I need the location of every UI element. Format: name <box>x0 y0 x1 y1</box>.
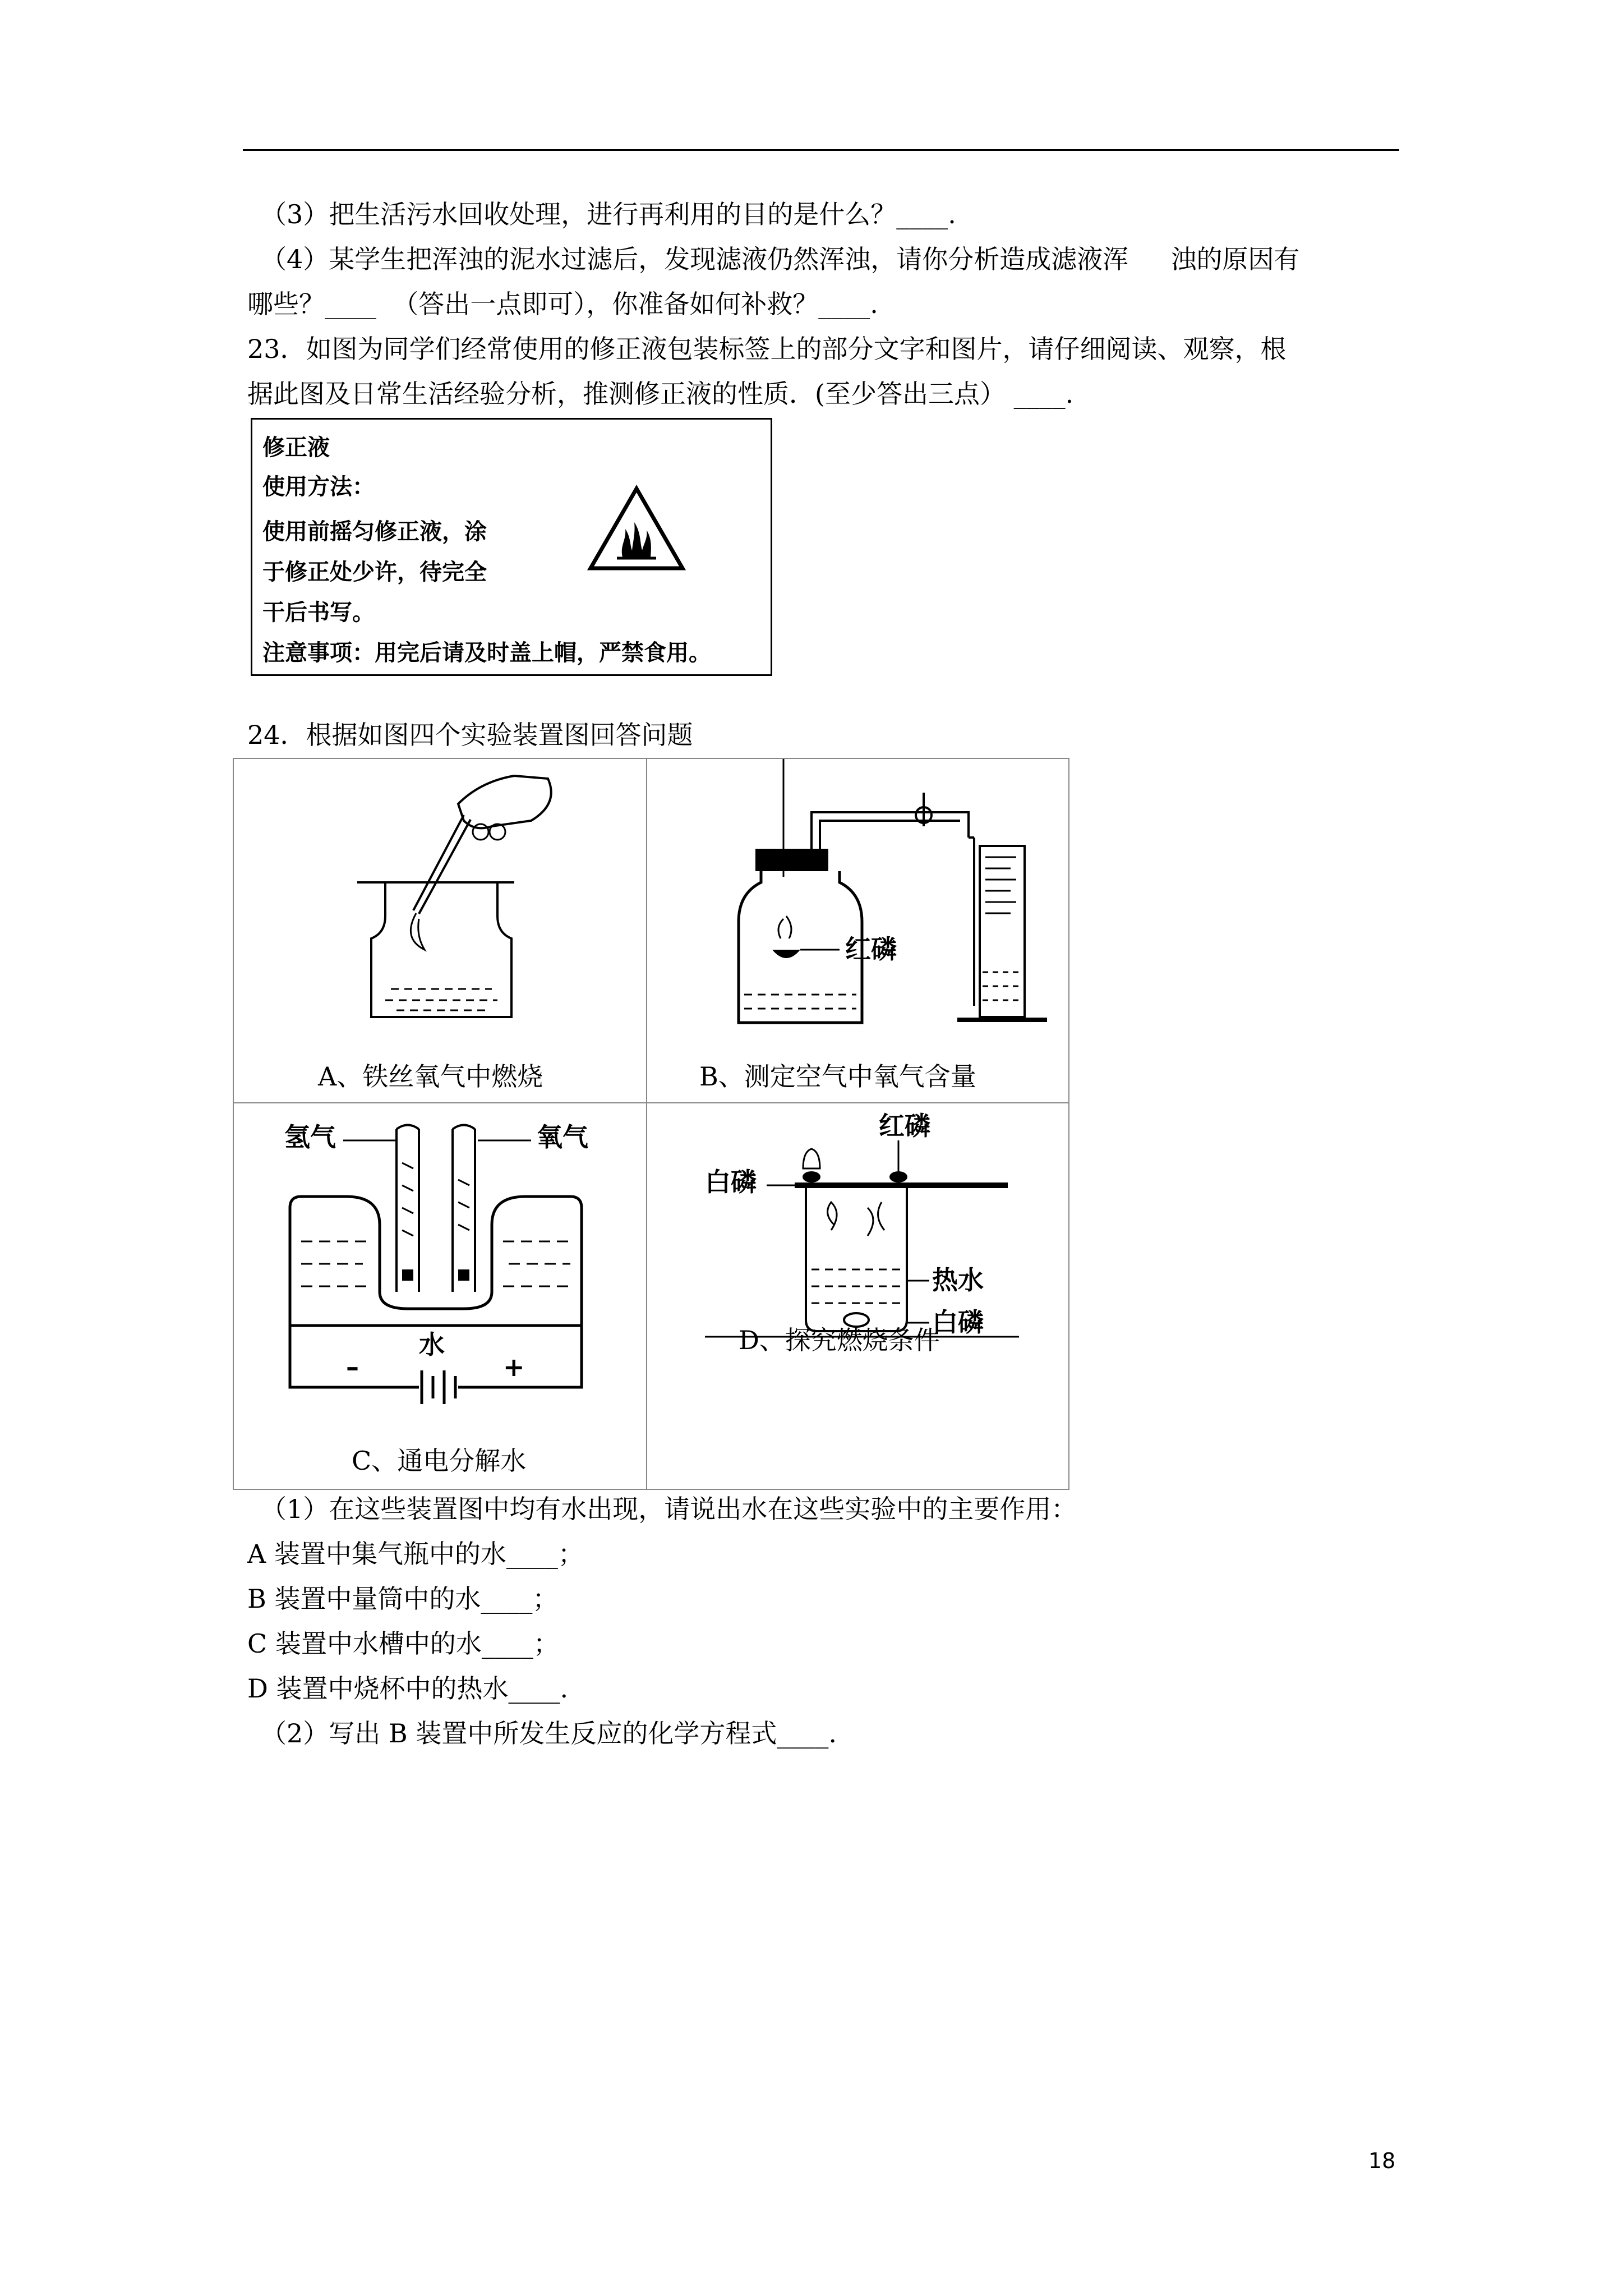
figure-d-combustion <box>705 1107 1041 1348</box>
q24-sub1-intro: （1）在这些装置图中均有水出现，请说出水在这些实验中的主要作用： <box>261 1494 1077 1524</box>
label-oxygen: 氧气 <box>537 1122 588 1152</box>
label-hot-water: 热水 <box>932 1265 984 1295</box>
caption-a: A、铁丝氧气中燃烧 <box>318 1061 543 1092</box>
label-red-phosphorus-d: 红磷 <box>879 1111 930 1141</box>
label-method: 使用方法： <box>262 474 375 500</box>
label-water: 水 <box>419 1329 445 1360</box>
q23-text-line1: 23．如图为同学们经常使用的修正液包装标签上的部分文字和图片，请仔细阅读、观察，根 <box>247 334 1287 364</box>
label-line1: 使用前摇匀修正液，涂 <box>262 519 487 545</box>
label-title: 修正液 <box>262 435 330 461</box>
label-red-phosphorus-b: 红磷 <box>845 934 897 964</box>
q22-part3: （3）把生活污水回收处理，进行再利用的目的是什么？____. <box>261 199 956 229</box>
q22-part4-line1: （4）某学生把浑浊的泥水过滤后，发现滤液仍然浑浊，请你分析造成滤液浑 浊的原因有 <box>261 244 1300 274</box>
grid-divider-horizontal <box>234 1102 1068 1103</box>
figure-a-iron-wire <box>346 770 582 1023</box>
q24-sub1-a: A 装置中集气瓶中的水____； <box>247 1539 584 1569</box>
q24-sub2: （2）写出 B 装置中所发生反应的化学方程式____. <box>261 1718 837 1749</box>
label-note: 注意事项：用完后请及时盖上帽，严禁食用。 <box>262 640 711 666</box>
q24-sub1-d: D 装置中烧杯中的热水____. <box>247 1673 569 1704</box>
label-white-phosphorus-top: 白磷 <box>705 1167 757 1197</box>
apparatus-grid <box>233 758 1069 1490</box>
q24-sub1-c: C 装置中水槽中的水____； <box>247 1628 559 1659</box>
caption-d: D、探究燃烧条件 <box>739 1325 940 1355</box>
label-line2: 于修正处少许，待完全 <box>262 559 487 585</box>
grid-divider-vertical <box>646 759 647 1489</box>
label-line3: 干后书写。 <box>262 600 375 625</box>
correction-fluid-label <box>251 418 772 676</box>
figure-b-oxygen-content <box>733 759 1069 1039</box>
label-hydrogen: 氢气 <box>284 1122 336 1152</box>
page-number: 18 <box>1368 2148 1396 2173</box>
label-minus: – <box>346 1352 359 1382</box>
label-white-phosphorus-bottom: 白磷 <box>932 1307 984 1337</box>
flammable-warning-icon <box>586 484 687 574</box>
q24-title: 24．根据如图四个实验装置图回答问题 <box>247 720 693 750</box>
caption-b: B、测定空气中氧气含量 <box>699 1061 976 1092</box>
q23-text-line2: 据此图及日常生活经验分析，推测修正液的性质．(至少答出三点） ____. <box>247 379 1074 409</box>
figure-c-electrolysis <box>268 1112 615 1415</box>
header-rule <box>243 149 1399 151</box>
label-plus: + <box>503 1352 525 1382</box>
caption-c: C、通电分解水 <box>352 1446 527 1476</box>
q22-part4-line2: 哪些？____ （答出一点即可），你准备如何补救？____. <box>247 289 878 319</box>
q24-sub1-b: B 装置中量筒中的水____； <box>247 1584 559 1614</box>
